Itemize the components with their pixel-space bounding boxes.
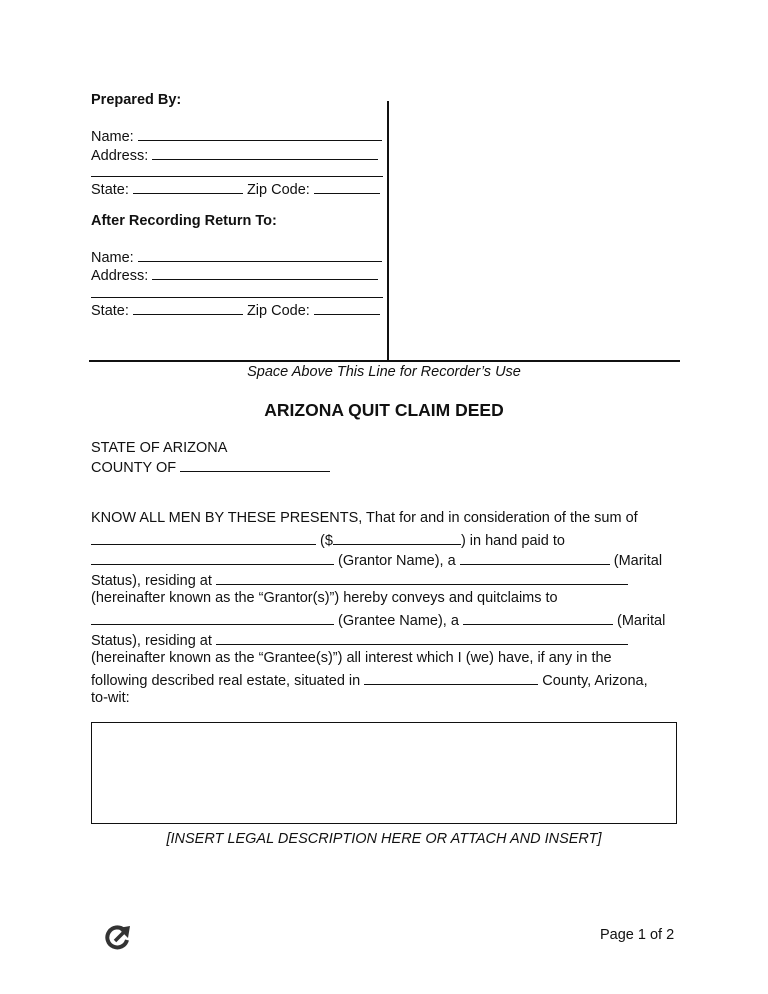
county-label: COUNTY OF	[91, 460, 177, 476]
return-address-row	[91, 265, 378, 285]
grantor-name-label: (Grantor Name), a	[338, 553, 456, 569]
return-state-row	[91, 300, 380, 320]
prepared-address-label: Address:	[91, 148, 149, 164]
prepared-by-heading: Prepared By:	[91, 92, 182, 108]
return-state-label: State:	[91, 303, 129, 319]
body-line-1: KNOW ALL MEN BY THESE PRESENTS, That for and in consideration of the sum of	[91, 510, 638, 526]
recorder-note: Space Above This Line for Recorder’s Use	[247, 364, 521, 380]
county-field[interactable]	[180, 457, 330, 472]
page-number: Page 1 of 2	[600, 927, 675, 943]
grantee-residing-label: Status), residing at	[91, 633, 212, 649]
property-county-field[interactable]	[364, 670, 538, 685]
body-line-5: (hereinafter known as the “Grantor(s)”) hereby conveys and quitclaims to	[91, 590, 558, 606]
legal-description-box[interactable]	[91, 722, 677, 824]
return-address-label: Address:	[91, 268, 149, 284]
prepared-name-field[interactable]	[138, 126, 382, 141]
grantor-marital-label: (Marital	[613, 553, 663, 569]
return-zip-field[interactable]	[314, 300, 380, 315]
prepared-name-row	[91, 126, 382, 146]
body-line-9	[91, 670, 648, 690]
prepared-zip-label: Zip Code:	[246, 182, 310, 198]
prepared-address2-field[interactable]	[91, 162, 383, 177]
recorder-divider-horizontal	[89, 360, 680, 362]
body-line-10: to-wit:	[91, 690, 130, 706]
situated-in-label: following described real estate, situated in	[91, 673, 361, 689]
prepared-name-label: Name:	[91, 129, 134, 145]
grantee-marital-field[interactable]	[463, 610, 613, 625]
body-line-4	[91, 570, 628, 590]
prepared-address-field[interactable]	[152, 145, 378, 160]
county-arizona-label: County, Arizona,	[542, 673, 648, 689]
return-address2-field[interactable]	[91, 283, 383, 298]
prepared-state-label: State:	[91, 182, 129, 198]
prepared-state-row	[91, 179, 380, 199]
county-row	[91, 457, 330, 477]
grantee-name-label: (Grantee Name), a	[338, 613, 459, 629]
body-line-6	[91, 610, 665, 630]
grantor-residing-label: Status), residing at	[91, 573, 212, 589]
body-line-3	[91, 550, 662, 570]
consideration-words-field[interactable]	[91, 530, 316, 545]
grantor-marital-field[interactable]	[460, 550, 610, 565]
dollar-label: ($	[320, 533, 333, 549]
body-line-7	[91, 630, 628, 650]
consideration-amount-field[interactable]	[333, 530, 461, 545]
grantor-address-field[interactable]	[216, 570, 628, 585]
recorder-divider-vertical	[387, 101, 389, 361]
prepared-state-field[interactable]	[133, 179, 243, 194]
state-line: STATE OF ARIZONA	[91, 440, 228, 456]
return-name-label: Name:	[91, 250, 134, 266]
return-address-field[interactable]	[152, 265, 378, 280]
prepared-zip-field[interactable]	[314, 179, 380, 194]
return-name-field[interactable]	[138, 247, 382, 262]
body-line-2	[91, 530, 565, 550]
legal-description-caption: [INSERT LEGAL DESCRIPTION HERE OR ATTACH AND INSERT]	[166, 831, 602, 847]
arrow-logo-icon	[104, 924, 132, 952]
return-to-heading: After Recording Return To:	[91, 213, 277, 229]
grantee-address-field[interactable]	[216, 630, 628, 645]
page-title: ARIZONA QUIT CLAIM DEED	[264, 400, 504, 420]
body-line-8: (hereinafter known as the “Grantee(s)”) all interest which I (we) have, if any in the	[91, 650, 612, 666]
return-name-row	[91, 247, 382, 267]
grantee-marital-label: (Marital	[616, 613, 666, 629]
grantor-name-field[interactable]	[91, 550, 334, 565]
return-state-field[interactable]	[133, 300, 243, 315]
paid-to-label: ) in hand paid to	[460, 533, 565, 549]
return-zip-label: Zip Code:	[246, 303, 310, 319]
grantee-name-field[interactable]	[91, 610, 334, 625]
